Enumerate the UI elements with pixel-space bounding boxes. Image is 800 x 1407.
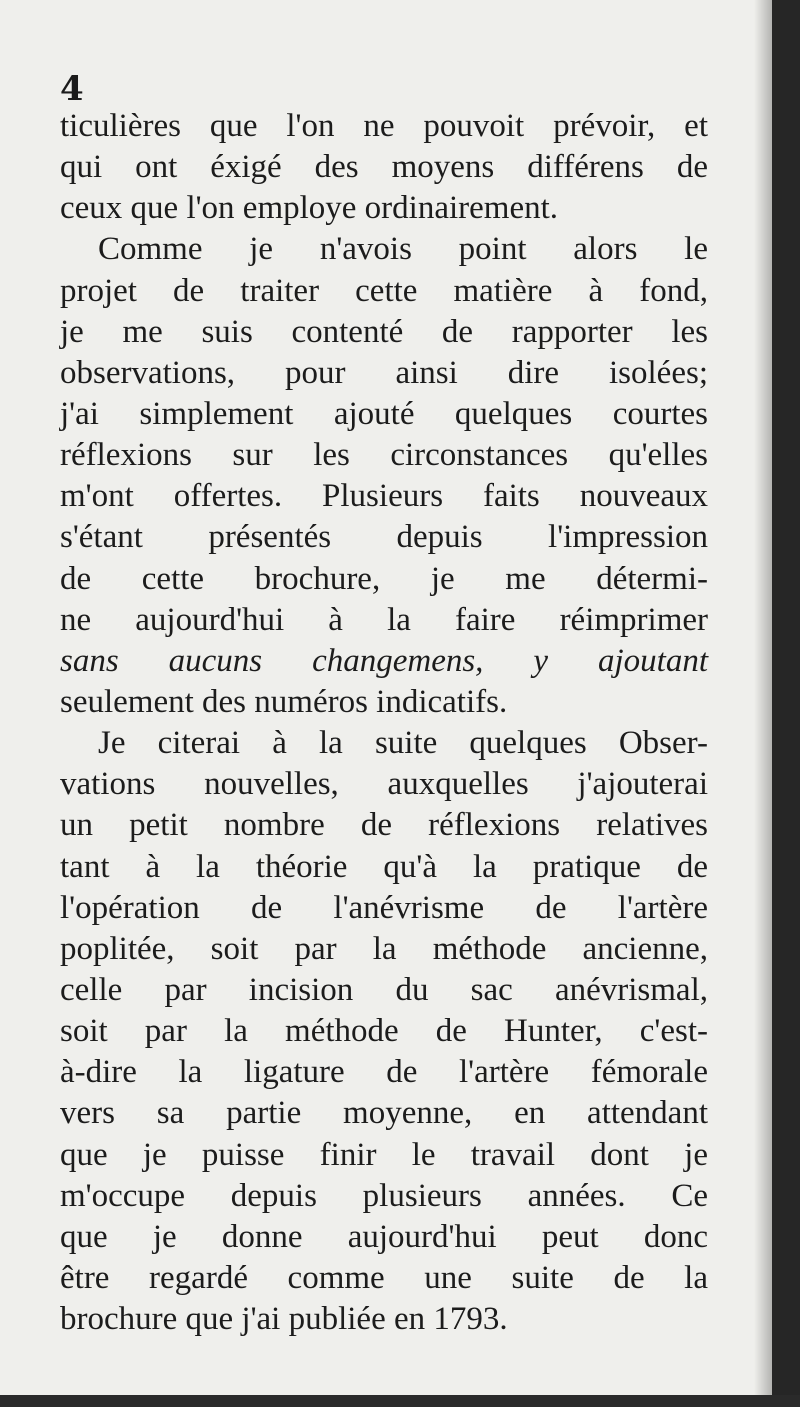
body-text (60, 106, 708, 1340)
text-line: j'ai simplement ajouté quelques courtes (60, 395, 708, 432)
text-line: m'ont offertes. Plusieurs faits nouveaux (60, 478, 708, 515)
page-bottom-edge (0, 1395, 800, 1407)
text-line: Comme je n'avois point alors le (98, 231, 708, 268)
text-line: vers sa partie moyenne, en attendant (60, 1095, 708, 1132)
text-line: je me suis contenté de rapporter les (60, 313, 708, 350)
text-line: ceux que l'on employe ordinairement. (60, 190, 559, 227)
text-line: observations, pour ainsi dire isolées; (60, 354, 708, 391)
text-line: sans aucuns changemens, y ajoutant (60, 642, 708, 679)
text-line: que je donne aujourd'hui peut donc (60, 1218, 708, 1255)
text-line: qui ont éxigé des moyens différens de (60, 149, 708, 186)
text-line: seulement des numéros indicatifs. (60, 683, 508, 720)
text-line: brochure que j'ai publiée en 1793. (60, 1301, 508, 1338)
text-line: réflexions sur les circonstances qu'elles (60, 437, 708, 474)
text-line: l'opération de l'anévrisme de l'artère (60, 889, 708, 926)
text-line: ne aujourd'hui à la faire réimprimer (60, 601, 708, 638)
text-line: s'étant présentés depuis l'impression (60, 519, 708, 556)
text-line: m'occupe depuis plusieurs années. Ce (60, 1177, 708, 1214)
text-line: de cette brochure, je me détermi- (60, 560, 708, 597)
text-line: un petit nombre de réflexions relatives (60, 807, 708, 844)
book-gutter-edge (772, 0, 800, 1407)
text-line: poplitée, soit par la méthode ancienne, (60, 930, 708, 967)
text-line: vations nouvelles, auxquelles j'ajouterai (60, 766, 708, 803)
text-line: projet de traiter cette matière à fond, (60, 272, 708, 309)
text-line: être regardé comme une suite de la (60, 1259, 708, 1296)
page-number: 4 (60, 69, 84, 109)
text-line: ticulières que l'on ne pouvoit prévoir, et (60, 108, 708, 144)
text-line: Je citerai à la suite quelques Obser- (98, 725, 708, 762)
text-line: celle par incision du sac anévrismal, (60, 971, 708, 1008)
text-line: à-dire la ligature de l'artère fémorale (60, 1054, 708, 1091)
text-line: que je puisse finir le travail dont je (60, 1136, 708, 1173)
text-line: soit par la méthode de Hunter, c'est- (60, 1013, 708, 1050)
text-line: tant à la théorie qu'à la pratique de (60, 848, 708, 885)
